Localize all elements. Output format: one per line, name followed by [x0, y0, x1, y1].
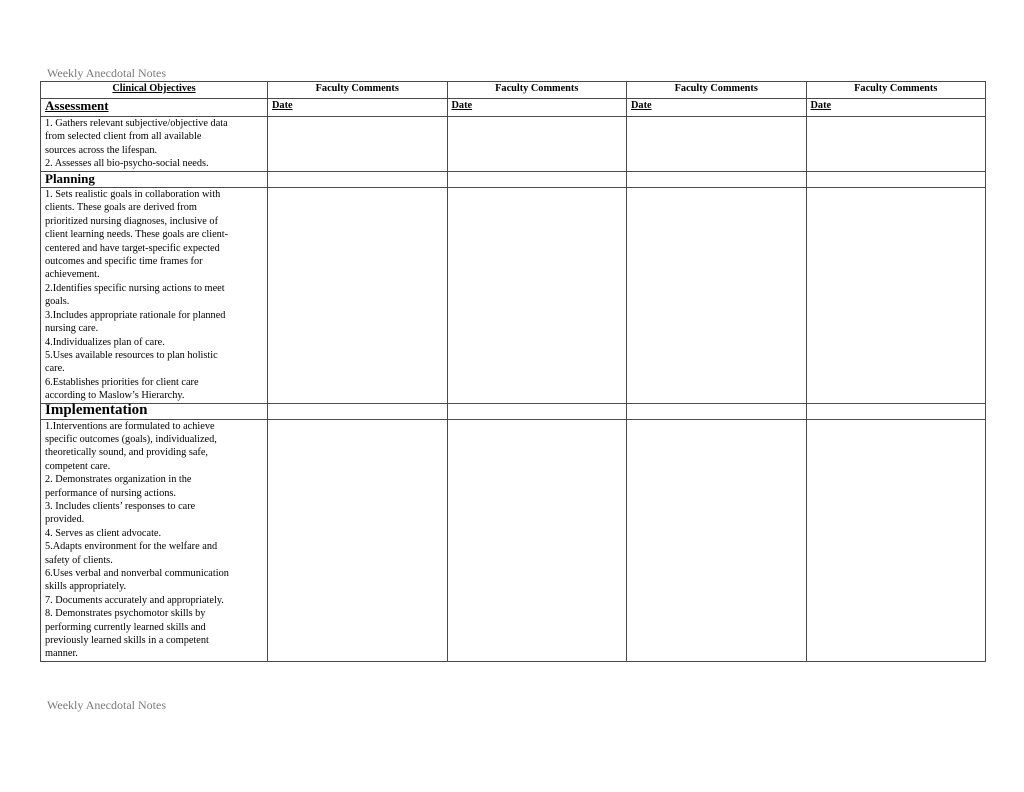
planning-line: client learning needs. These goals are client- [45, 229, 229, 241]
implementation-line: performing currently learned skills and [45, 621, 206, 633]
section-title-implementation: Implementation [41, 403, 268, 419]
date-label-1: Date [268, 99, 448, 117]
date-label-4: Date [806, 99, 986, 117]
assessment-items [41, 117, 268, 172]
comment-cell[interactable] [806, 117, 986, 172]
comment-cell[interactable] [627, 403, 807, 419]
comment-header-2: Faculty Comments [447, 82, 627, 99]
assessment-line: 1. Gathers relevant subjective/objective data [45, 118, 228, 129]
planning-items [41, 188, 268, 404]
comment-cell[interactable] [268, 117, 448, 172]
implementation-line: safety of clients. [45, 554, 113, 566]
comment-cell[interactable] [268, 403, 448, 419]
implementation-line: theoretically sound, and providing safe, [45, 447, 208, 459]
planning-line: care. [45, 363, 65, 375]
comment-cell[interactable] [268, 419, 448, 661]
planning-line: prioritized nursing diagnoses, inclusive of [45, 215, 219, 227]
planning-line: achievement. [45, 269, 100, 281]
comment-cell[interactable] [447, 419, 627, 661]
date-label-3: Date [627, 99, 807, 117]
comment-cell[interactable] [627, 188, 807, 404]
objectives-header: Clinical Objectives [41, 82, 268, 99]
comment-cell[interactable] [806, 419, 986, 661]
anecdotal-notes-table [40, 81, 986, 662]
comment-cell[interactable] [447, 171, 627, 187]
date-label-2: Date [447, 99, 627, 117]
implementation-line: 1.Interventions are formulated to achieve [45, 420, 215, 432]
planning-line: centered and have target-specific expected [45, 242, 220, 254]
planning-line: 4.Individualizes plan of care. [45, 336, 165, 348]
header-row [41, 82, 986, 99]
implementation-line: 5.Adapts environment for the welfare and [45, 541, 218, 553]
assessment-title-row [41, 99, 986, 117]
implementation-line: 7. Documents accurately and appropriately. [45, 594, 224, 606]
implementation-line: previously learned skills in a competent [45, 635, 209, 647]
comment-cell[interactable] [268, 188, 448, 404]
implementation-line: specific outcomes (goals), individualized, [45, 433, 217, 445]
planning-line: 3.Includes appropriate rationale for planned [45, 309, 226, 321]
planning-line: 2.Identifies specific nursing actions to meet [45, 282, 225, 294]
implementation-items [41, 419, 268, 661]
implementation-line: competent care. [45, 460, 111, 472]
implementation-line: 2. Demonstrates organization in the [45, 474, 192, 486]
assessment-line: from selected client from all available [45, 131, 202, 143]
comment-cell[interactable] [627, 171, 807, 187]
comment-cell[interactable] [806, 403, 986, 419]
assessment-line: 2. Assesses all bio-psycho-social needs. [45, 158, 209, 170]
section-title-planning: Planning [41, 171, 268, 187]
planning-line: 5.Uses available resources to plan holistic [45, 349, 218, 361]
planning-title-row [41, 171, 986, 187]
planning-line: clients. These goals are derived from [45, 202, 197, 214]
assessment-items-row [41, 117, 986, 172]
planning-line: 6.Establishes priorities for client care [45, 376, 199, 388]
planning-line: goals. [45, 296, 70, 308]
comment-cell[interactable] [447, 117, 627, 172]
planning-line: outcomes and specific time frames for [45, 256, 203, 268]
implementation-line: provided. [45, 514, 85, 526]
comment-header-3: Faculty Comments [627, 82, 807, 99]
comment-cell[interactable] [268, 171, 448, 187]
planning-line: nursing care. [45, 323, 99, 335]
comment-cell[interactable] [447, 403, 627, 419]
comment-cell[interactable] [627, 419, 807, 661]
comment-header-4: Faculty Comments [806, 82, 986, 99]
implementation-line: manner. [45, 648, 78, 660]
implementation-line: 4. Serves as client advocate. [45, 527, 162, 539]
planning-line: 1. Sets realistic goals in collaboration with [45, 189, 221, 201]
assessment-line: sources across the lifespan. [45, 144, 158, 156]
implementation-line: 8. Demonstrates psychomotor skills by [45, 608, 206, 620]
implementation-line: 3. Includes clients’ responses to care [45, 500, 196, 512]
comment-cell[interactable] [447, 188, 627, 404]
implementation-line: 6.Uses verbal and nonverbal communication [45, 568, 229, 579]
comment-cell[interactable] [806, 171, 986, 187]
implementation-line: skills appropriately. [45, 581, 127, 593]
section-title-assessment: Assessment [41, 99, 268, 117]
planning-line: according to Maslow’s Hierarchy. [45, 390, 185, 402]
implementation-title-row [41, 403, 986, 419]
implementation-items-row [41, 419, 986, 661]
implementation-line: performance of nursing actions. [45, 487, 176, 499]
header-note: Weekly Anecdotal Notes [47, 66, 166, 80]
comment-header-1: Faculty Comments [268, 82, 448, 99]
planning-items-row [41, 188, 986, 404]
comment-cell[interactable] [806, 188, 986, 404]
footer-note: Weekly Anecdotal Notes [47, 698, 166, 712]
comment-cell[interactable] [627, 117, 807, 172]
